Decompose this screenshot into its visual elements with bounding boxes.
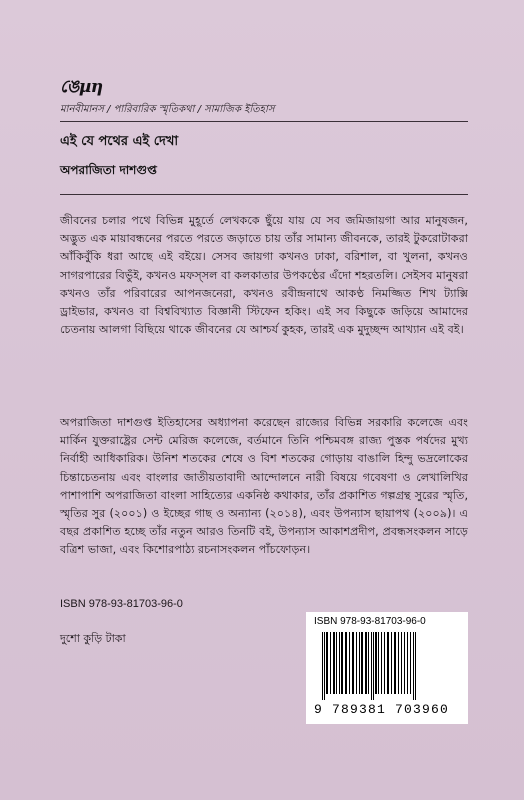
category-line: মানবীমানস / পারিবারিক স্মৃতিকথা / সামাজিক ইতিহাস bbox=[60, 104, 275, 115]
barcode-sticker bbox=[306, 612, 468, 724]
barcode-icon bbox=[320, 632, 456, 700]
barcode-number: 9 789381 703960 bbox=[314, 702, 450, 717]
divider-top bbox=[60, 121, 468, 122]
price-text: দুশো কুড়ি টাকা bbox=[60, 632, 126, 645]
author-bio-paragraph: অপরাজিতা দাশগুপ্ত ইতিহাসের অধ্যাপনা করেছেন রাজ্যের বিভিন্ন সরকারি কলেজে এবং মার্কিন যুক্তরাষ্ট্রের সেন্ট মেরিজ কলেজে, বর্তমানে তিনি পশ্চিমবঙ্গ রাজ্য পুস্তক পর্ষদের মুখ্য নির্বাহী আধিকারিক। উনিশ শতকের শেষে ও বিশ শতকের গোড়ায় বাঙালি হিন্দু ভদ্রলোকের চিন্তাচেতনায় এবং বাংলার জাতীয়তাবাদী আন্দোলনে নারী বিষয়ে গবেষণা ও লেখালিখির পাশাপাশি অপরাজিতা বাংলা সাহিত্যের একনিষ্ঠ কথাকার, তাঁর প্রকাশিত গল্পগ্রন্থ সুরের স্মৃতি, স্মৃতির সুর (২০০১) ও ইচ্ছের গাছ ও অন্যান্য (২০১৪), এবং উপন্যাস ছায়াপথ (২০০৯)। এ বছর প্রকাশিত হচ্ছে তাঁর নতুন আরও তিনটি বই, উপন্যাস আকাশপ্রদীপ, প্রবন্ধসংকলন সাড়ে বত্রিশ ভাজা, এবং কিশোরপাঠ্য রচনাসংকলন পাঁচফোড়ন। bbox=[60, 416, 468, 557]
book-title: এই যে পথের এই দেখা bbox=[60, 134, 179, 149]
barcode-isbn-label: ISBN 978-93-81703-96-0 bbox=[314, 616, 426, 627]
divider-bottom bbox=[60, 194, 468, 195]
isbn-text: ISBN 978-93-81703-96-0 bbox=[60, 598, 183, 610]
blurb-paragraph: জীবনের চলার পথে বিভিন্ন মুহূর্তে লেখককে ছুঁয়ে যায় যে সব জমিজায়গা আর মানুষজন, অদ্ভুত এক মায়াবন্ধনের পরতে পরতে জড়াতে চায় তাঁর সামান্য জীবনকে, তারই টুকরোটাকরা আঁকিবুঁকি ধরা আছে এই বইয়ে। সেসব জায়গা কখনও ঢাকা, বরিশাল, বা খুলনা, কখনও সাগরপারের বিভুঁই, কখনও মফস্সল বা কলকাতার উপকণ্ঠের এঁদো শহরতলি। সেইসব মানুষরা কখনও তাঁর পরিবারের আপনজনেরা, কখনও রবীন্দ্রনাথে আকণ্ঠ নিমজ্জিত শিখ ট্যাক্সি ড্রাইভার, কখনও বা বিশ্ববিখ্যাত বিজ্ঞানী স্টিফেন হকিং। এই সব কিছুকে জড়িয়ে আমাদের চেতনায় আলগা বিছিয়ে থাকে জীবনের যে আশ্চর্য কুহক, তারই এক মুদুচ্ছন্দ আখ্যান এই বই। bbox=[60, 214, 468, 337]
author-name: অপরাজিতা দাশগুপ্ত bbox=[60, 163, 157, 177]
publisher-logo: ঙেµη bbox=[60, 77, 103, 97]
